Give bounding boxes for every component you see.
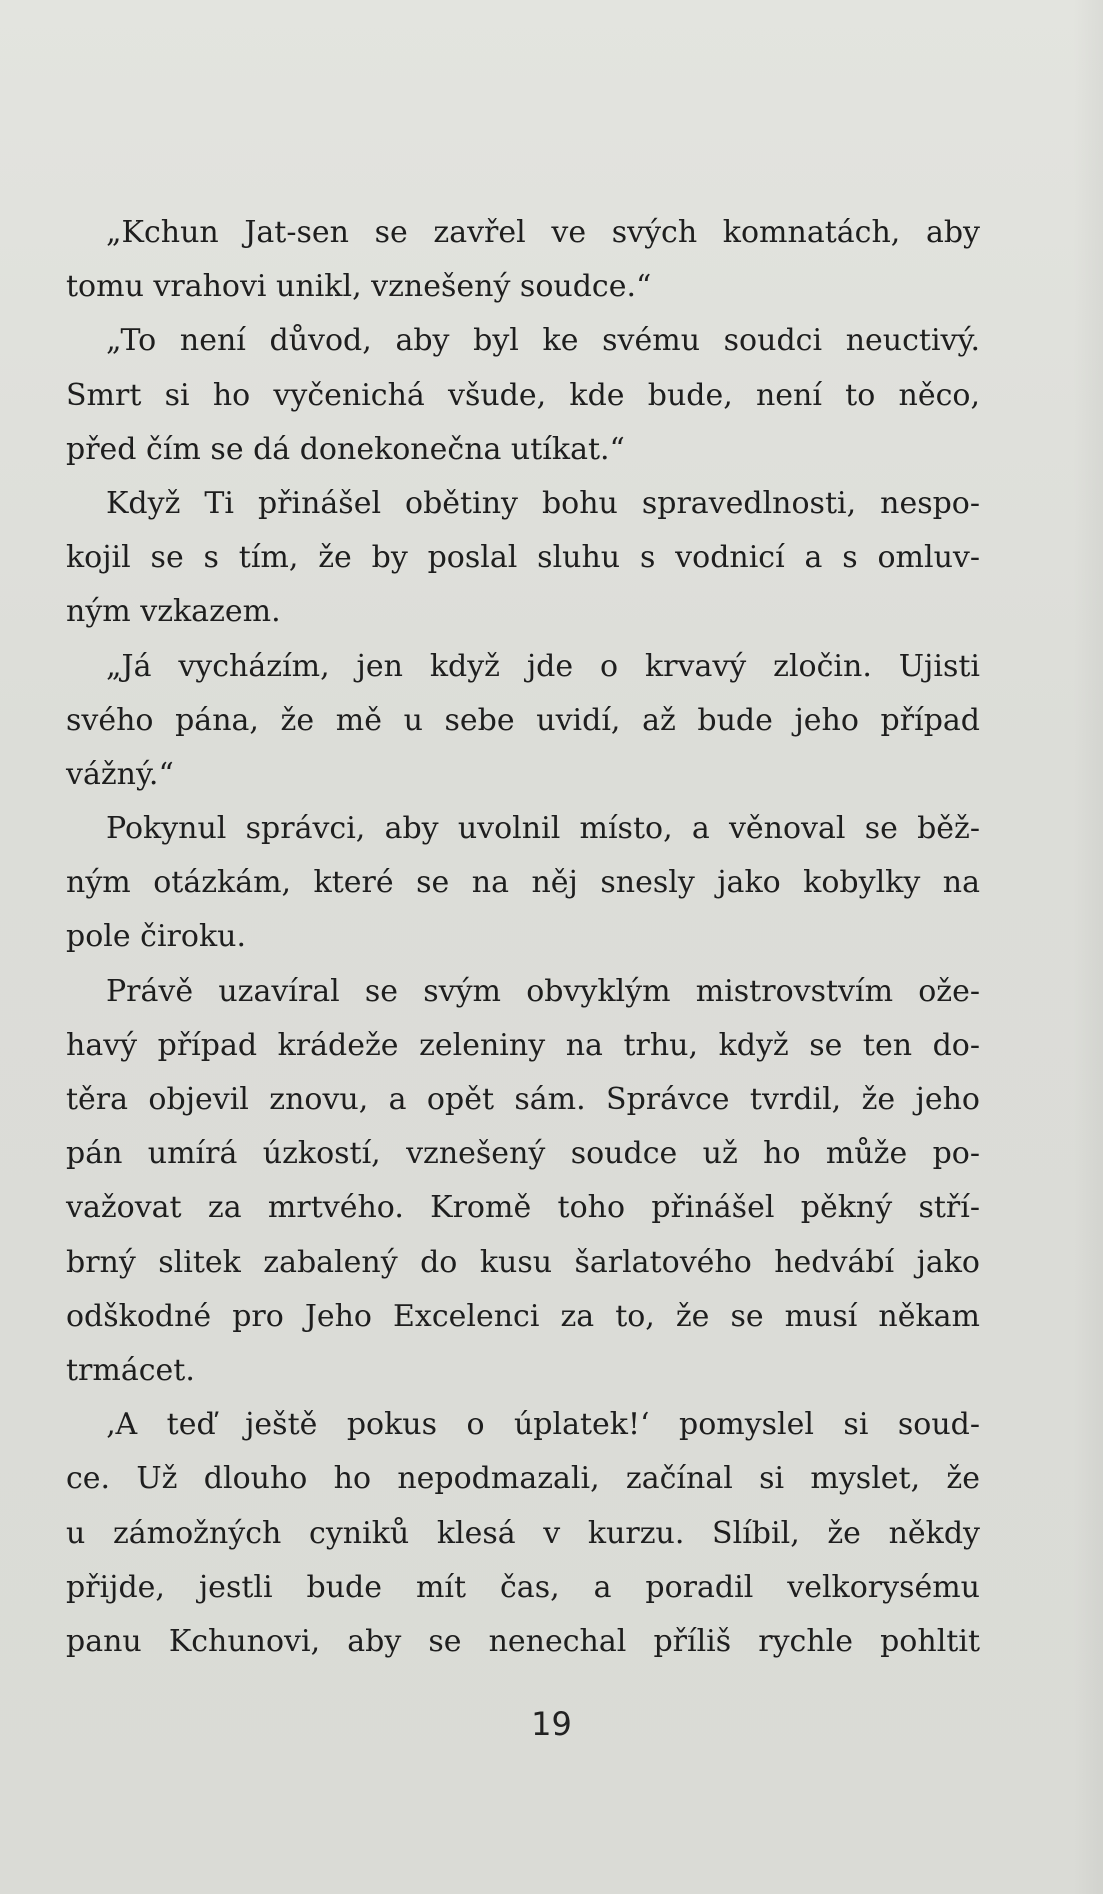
text-line: ce. Už dlouho ho nepodmazali, začínal si myslet, že (66, 1461, 980, 1497)
text-line: vážný.“ (66, 756, 174, 792)
text-line: pán umírá úzkostí, vznešený soudce už ho může po- (66, 1136, 980, 1172)
text-line: „Já vycházím, jen když jde o krvavý zločin. Ujisti (106, 648, 980, 684)
body-text (66, 206, 980, 1669)
text-line: ‚A teď ještě pokus o úplatek!‘ pomyslel si soud- (106, 1407, 980, 1443)
text-line: Právě uzavíral se svým obvyklým mistrovstvím ože- (106, 973, 980, 1009)
text-line: važovat za mrtvého. Kromě toho přinášel pěkný stří- (66, 1190, 980, 1226)
text-line: Pokynul správci, aby uvolnil místo, a věnoval se běž- (106, 811, 980, 847)
text-line: havý případ krádeže zeleniny na trhu, když se ten do- (66, 1027, 980, 1063)
page-edge-shadow (1073, 0, 1103, 1894)
text-line: svého pána, že mě u sebe uvidí, až bude jeho případ (66, 702, 980, 738)
text-line: Když Ti přinášel obětiny bohu spravedlnosti, nespo- (106, 485, 980, 521)
text-line: Smrt si ho vyčenichá všude, kde bude, není to něco, (66, 377, 980, 413)
page-number: 19 (531, 1705, 572, 1743)
text-line: odškodné pro Jeho Excelenci za to, že se musí někam (66, 1298, 980, 1334)
text-line: „To není důvod, aby byl ke svému soudci neuctivý. (106, 323, 980, 359)
text-line: trmácet. (66, 1352, 195, 1388)
text-line: tomu vrahovi unikl, vznešený soudce.“ (66, 269, 652, 305)
text-line: přijde, jestli bude mít čas, a poradil velkorysému (66, 1569, 980, 1605)
text-line: před čím se dá donekonečna utíkat.“ (66, 431, 625, 467)
text-line: pole čiroku. (66, 919, 246, 955)
text-line: kojil se s tím, že by poslal sluhu s vodnicí a s omluv- (66, 540, 980, 576)
text-line: panu Kchunovi, aby se nenechal příliš rychle pohltit (66, 1623, 980, 1659)
text-line: u zámožných cyniků klesá v kurzu. Slíbil, že někdy (66, 1515, 980, 1551)
text-line: brný slitek zabalený do kusu šarlatového hedvábí jako (66, 1244, 980, 1280)
text-line: „Kchun Jat-sen se zavřel ve svých komnatách, aby (106, 215, 980, 250)
text-line: ným otázkám, které se na něj snesly jako kobylky na (66, 865, 980, 901)
text-line: těra objevil znovu, a opět sám. Správce tvrdil, že jeho (66, 1082, 980, 1117)
text-line: ným vzkazem. (66, 594, 281, 630)
